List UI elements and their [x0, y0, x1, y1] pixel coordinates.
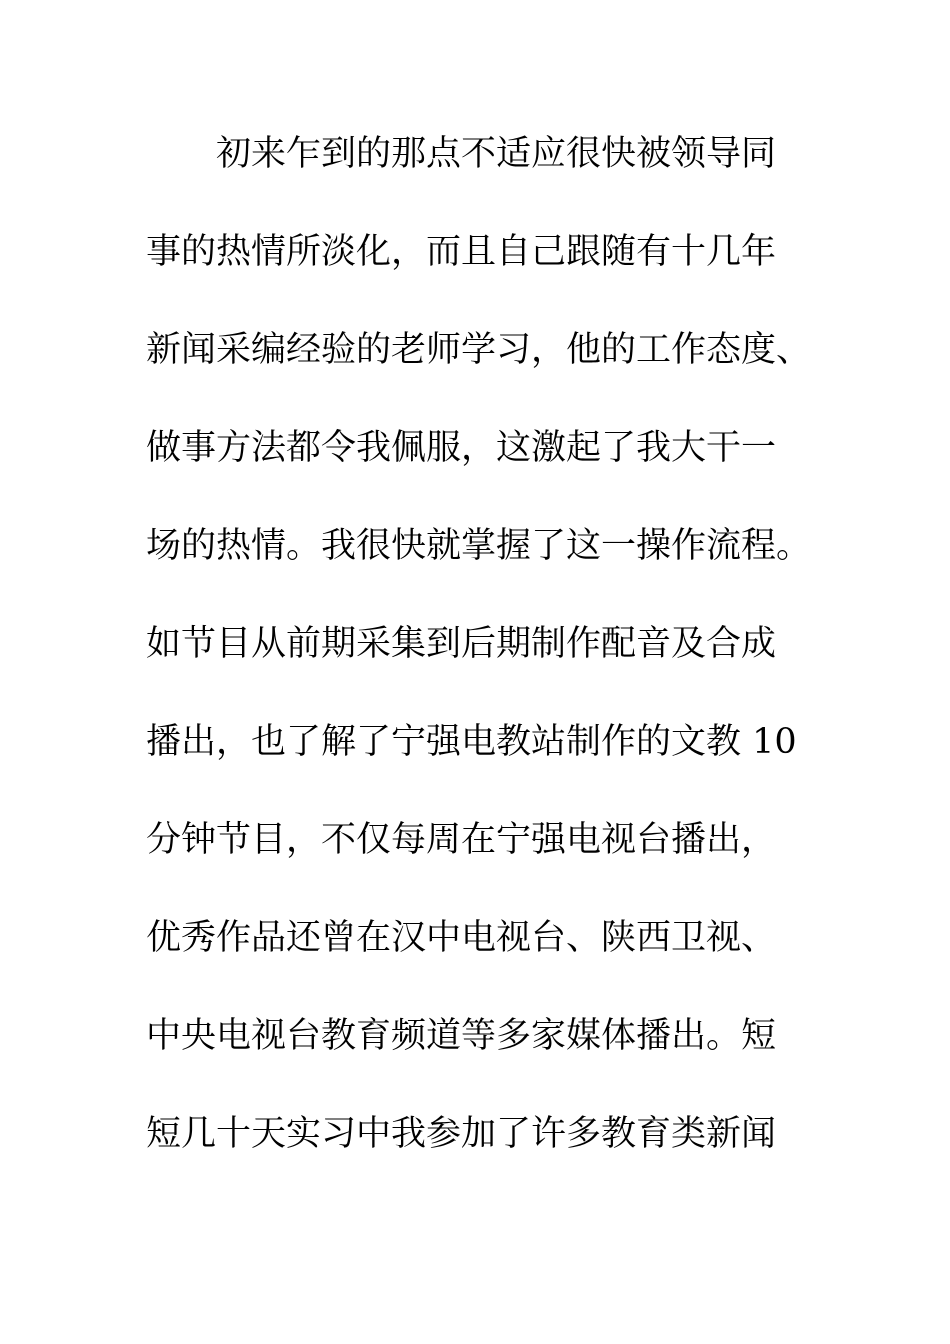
paragraph-line-9: 优秀作品还曾在汉中电视台、陕西卫视、 [146, 918, 777, 958]
paragraph-line-5: 场的热情。我很快就掌握了这一操作流程。 [146, 526, 812, 566]
paragraph-line-7: 播出，也了解了宁强电教站制作的文教 10 [146, 722, 797, 762]
paragraph-line-8: 分钟节目，不仅每周在宁强电视台播出， [146, 820, 777, 860]
paragraph-line-4: 做事方法都令我佩服，这激起了我大干一 [146, 428, 777, 468]
paragraph-line-10: 中央电视台教育频道等多家媒体播出。短 [146, 1016, 777, 1056]
paragraph-line-3: 新闻采编经验的老师学习，他的工作态度、 [146, 330, 812, 370]
paragraph-line-1: 初来乍到的那点不适应很快被领导同 [216, 134, 777, 174]
paragraph-line-2: 事的热情所淡化，而且自己跟随有十几年 [146, 232, 777, 272]
paragraph-line-11: 短几十天实习中我参加了许多教育类新闻 [146, 1114, 777, 1154]
paragraph-line-6: 如节目从前期采集到后期制作配音及合成 [146, 624, 777, 664]
